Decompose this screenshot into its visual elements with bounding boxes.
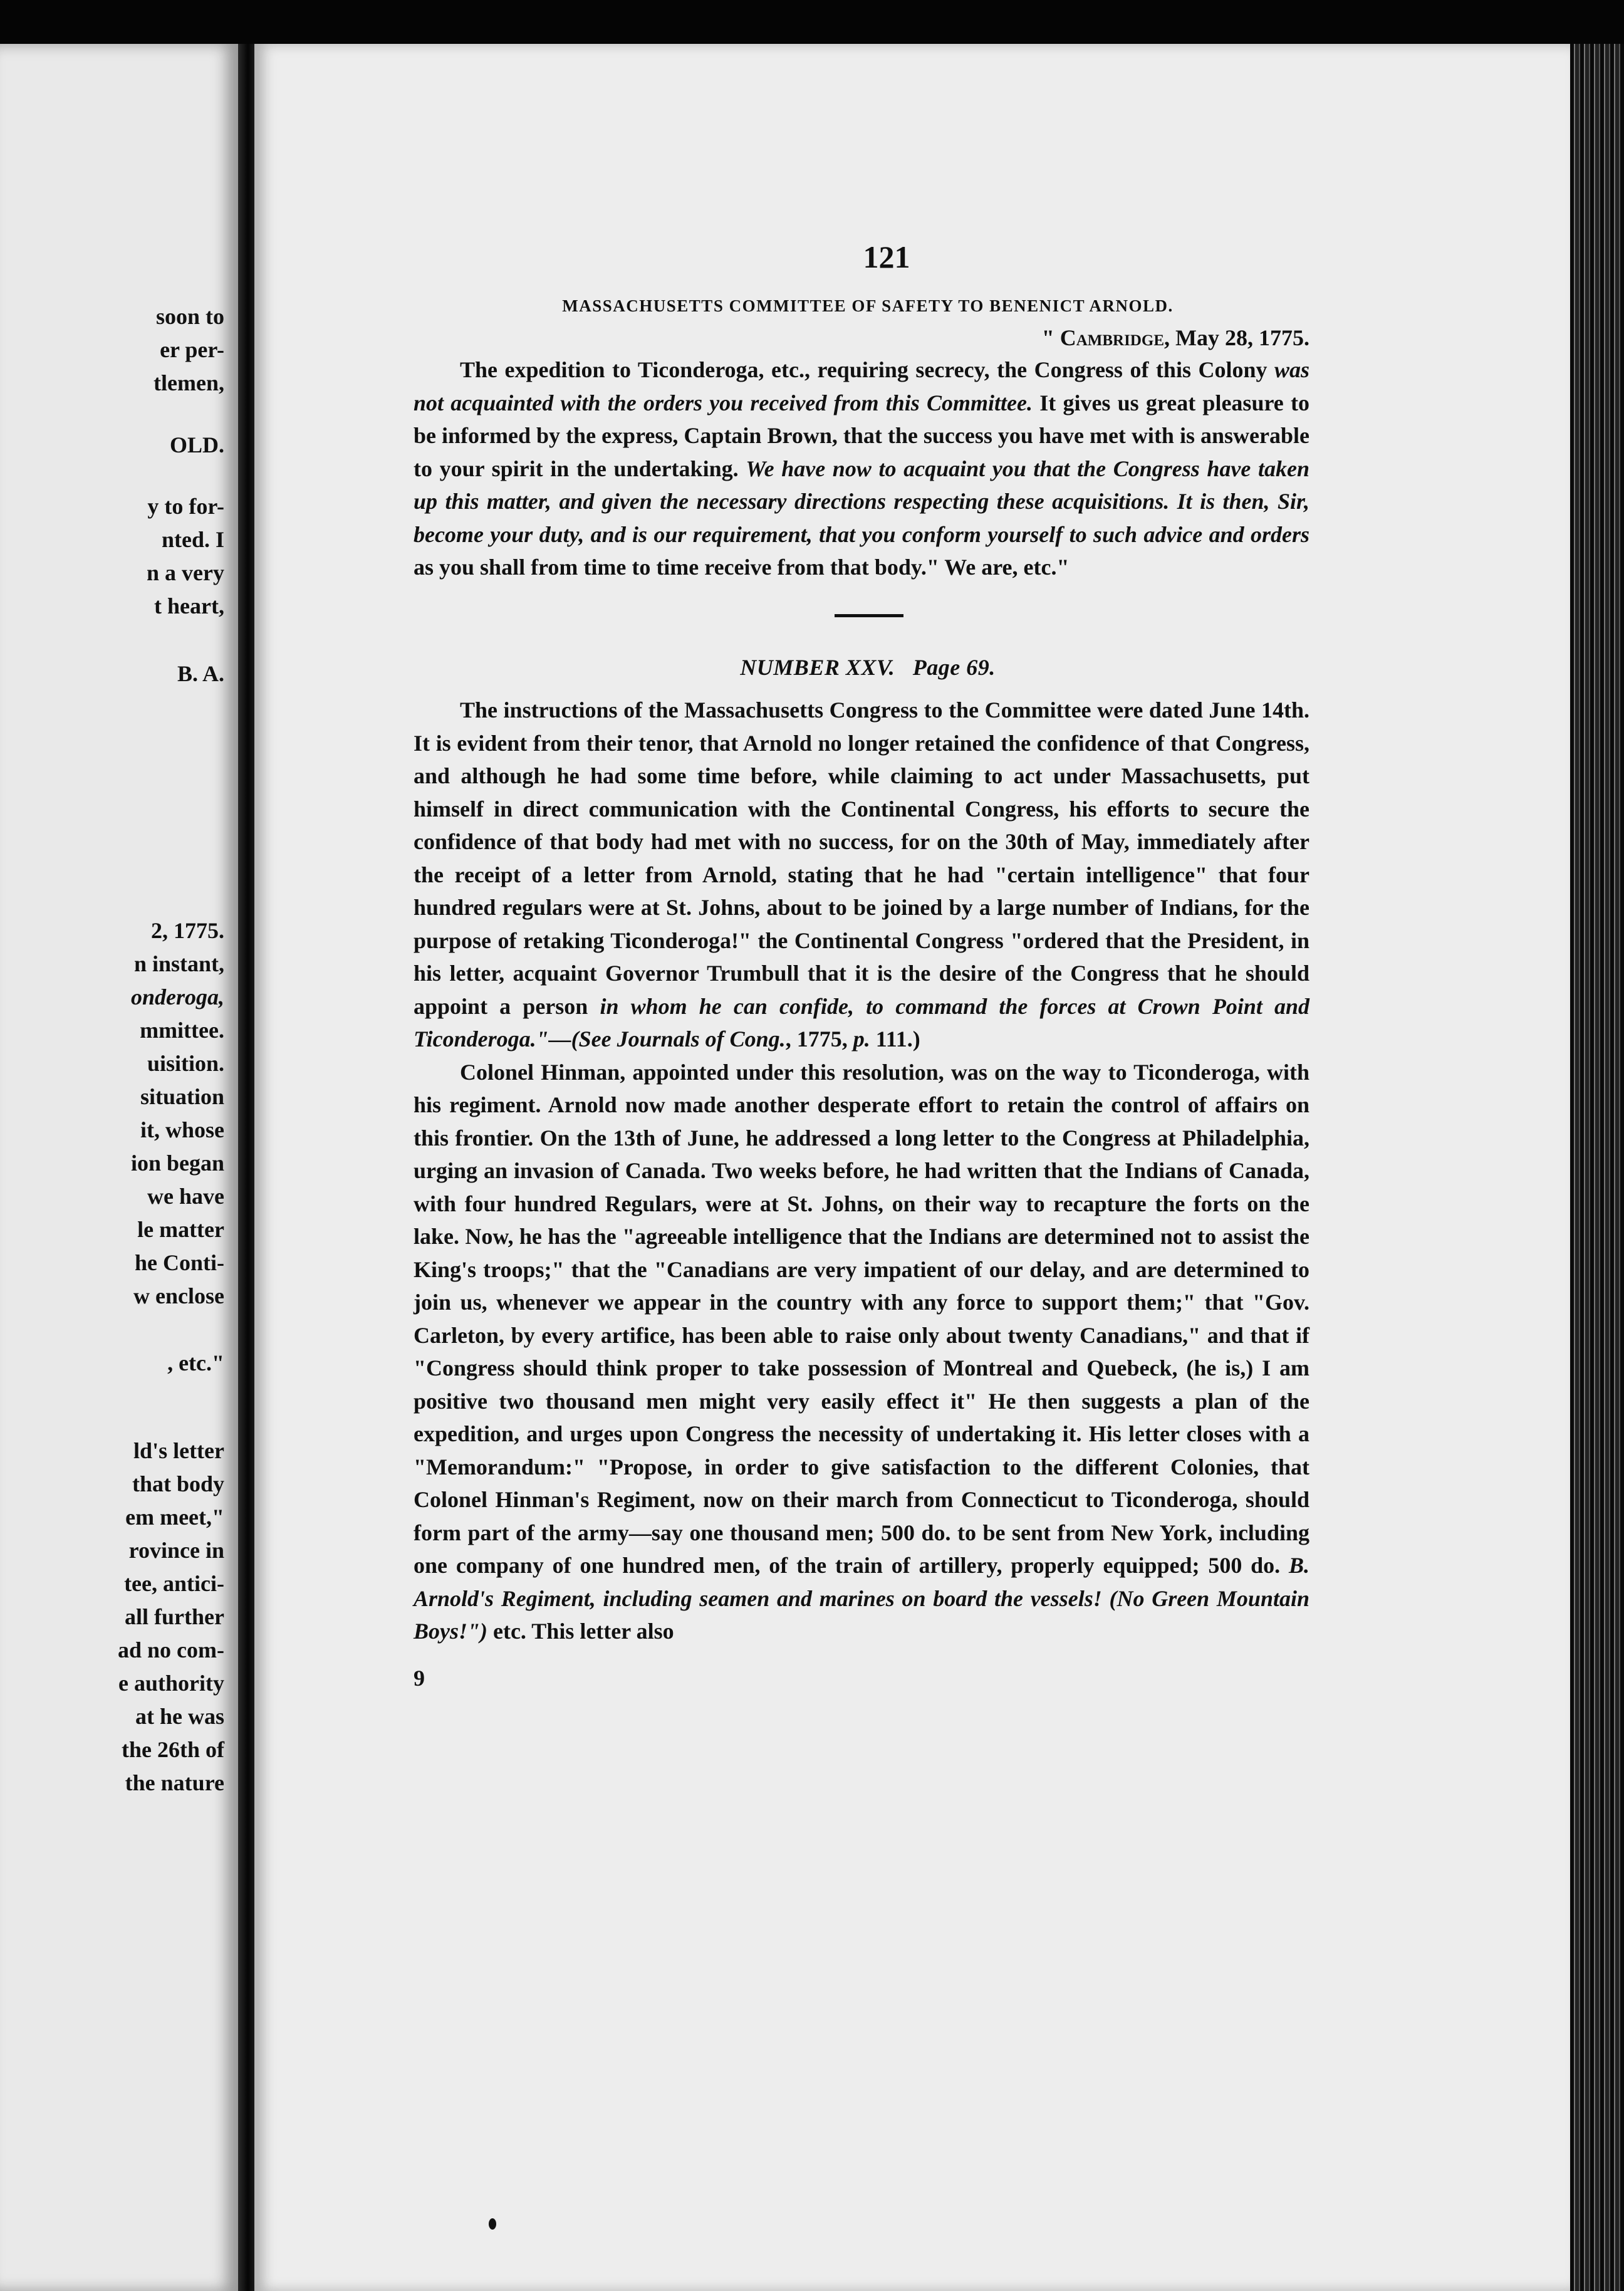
scan-top-border (0, 0, 1624, 44)
body-paragraph-1 (414, 694, 1309, 1056)
left-page-line: t heart, (154, 593, 224, 618)
left-page-line: le matter (137, 1217, 224, 1242)
left-page-line: OLD. (169, 432, 224, 457)
left-page-line: y to for- (147, 494, 224, 519)
left-page-line: ion began (130, 1151, 224, 1176)
left-page-line: 2, 1775. (151, 918, 224, 943)
left-page-line: situation (140, 1084, 224, 1109)
section-page-ref: Page 69. (912, 654, 996, 680)
left-page-line: all further (125, 1604, 224, 1629)
section-number: NUMBER XXV. (740, 654, 895, 680)
left-page-line: mmittee. (140, 1018, 224, 1043)
dateline-quote: " (1041, 325, 1060, 350)
body-paragraph-2 (414, 1056, 1309, 1648)
left-page-fragment (0, 44, 238, 2291)
letter-text: The expedition to Ticonderoga, etc., requiring secrecy, the Congress of this Colony (460, 357, 1274, 382)
left-page-line: er per- (160, 337, 224, 362)
left-page-line: we have (147, 1184, 224, 1209)
dateline-date: , May 28, 1775. (1164, 325, 1309, 350)
book-gutter (238, 44, 254, 2291)
left-page-line: soon to (155, 304, 224, 329)
page-number: 121 (863, 239, 910, 274)
letter-dateline (414, 322, 1309, 353)
letter-italic-text: We have now to acquaint you that the Congress have taken up this matter, and given the necessary directions respecting these acquisitions. It is then, Sir, become your duty, and is our requirement, that you conform yourself to such advice and orders (414, 456, 1310, 547)
left-page-line: n a very (147, 560, 224, 585)
dateline-place: Cambridge (1059, 325, 1165, 350)
letter-heading: MASSACHUSETTS COMMITTEE OF SAFETY TO BENENICT ARNOLD. (562, 296, 1174, 315)
letter-body (414, 353, 1309, 584)
letter-text: as you shall from time to time receive from that body." We are, etc." (414, 555, 1070, 580)
left-page-line: that body (132, 1471, 224, 1496)
left-page-line: , etc." (167, 1350, 224, 1375)
left-page-line: e authority (118, 1671, 224, 1696)
letter-text: It gives us great pleasure to be informed by the express, Captain Brown, that the success you have met with is answerable to your spirit in the undertaking. (414, 390, 1309, 481)
left-page-line: B. A. (177, 661, 224, 686)
left-page-line: tee, antici- (124, 1571, 224, 1596)
paragraph-text: The instructions of the Massachusetts Congress to the Committee were dated June 14th. It is evident from their tenor, that Arnold no longer retained the confidence of that Congress, and although he had some time before, while claiming to act under Massachusetts, put himself in direct communication with the Continental Congress, his efforts to secure the confidence of that body had met with no success, for on the 30th of May, immediately after the receipt of a letter from Arnold, stating that he had "certain intelligence" that four hundred regulars were at St. Johns, about to be joined by a large number of Indians, for the purpose of retaking Ticonderoga!" the Continental Congress "ordered that the President, in his letter, acquaint Governor Trumbull that it is the desire of the Congress that he should appoint a person (414, 697, 1309, 1019)
left-page-line: it, whose (140, 1117, 224, 1142)
paragraph-text: etc. This letter also (487, 1619, 674, 1644)
left-page-line: w enclose (133, 1283, 224, 1308)
signature-mark: 9 (414, 1665, 425, 1691)
left-page-line: em meet," (125, 1505, 224, 1530)
left-page-line: nted. I (161, 527, 224, 552)
left-page-line: onderoga, (130, 984, 224, 1010)
paragraph-text: , 1775, (785, 1026, 853, 1052)
left-page-line: he Conti- (135, 1250, 224, 1275)
section-divider (835, 614, 903, 617)
page-edge-stack (1570, 44, 1624, 2291)
ink-spot (489, 2218, 496, 2230)
paragraph-text: Colonel Hinman, appointed under this resolution, was on the way to Ticonderoga, with his regiment. Arnold now made another desperate effort to retain the control of affairs on this frontier. On the 13th of June, he addressed a long letter to the Congress at Philadelphia, urging an invasion of Canada. Two weeks before, he had written that the Indians of Canada, with four hundred Regulars, were at St. Johns, on their way to recapture the forts on the lake. Now, he has the "agreeable intelligence that the Indians are determined not to assist the King's troops;" that the "Canadians are very impatient of our delay, and are determined to join us, whenever we appear in the country with any force to support them;" that "Gov. Carleton, by every artifice, has been able to raise only about twenty Canadians," and that if "Congress should think proper to take possession of Montreal and Quebeck, (he is,) I am positive two thousand men might very easily effect it" He then suggests a plan of the expedition, and urges upon Congress the necessity of undertaking it. His letter closes with a "Memorandum:" "Propose, in order to give satisfaction to the different Colonies, that Colonel Hinman's Regiment, now on their march from Connecticut to Ticonderoga, should form part of the army—say one thousand men; 500 do. to be sent from New York, including one company of one hundred men, of the train of artillery, properly equipped; 500 do. (414, 1059, 1309, 1578)
left-page-line: rovince in (128, 1538, 224, 1563)
left-page-line: ad no com- (118, 1637, 224, 1662)
paragraph-italic-text: in whom he can confide, to command the forces at Crown Point and Ticonderoga."—(See Journals of Cong. (414, 993, 1309, 1052)
paragraph-italic-text: p. (853, 1026, 870, 1052)
left-page-line: uisition. (147, 1051, 224, 1076)
letter-italic-text: was not acquainted with the orders you received from this Committee. (414, 357, 1309, 415)
left-page-line: n instant, (133, 951, 224, 976)
left-page-line: ld's letter (133, 1438, 224, 1463)
left-page-line: at he was (135, 1704, 224, 1729)
left-page-line: tlemen, (154, 370, 224, 395)
paragraph-italic-text: B. Arnold's Regiment, including seamen and marines on board the vessels! (No Green Mountain Boys!") (414, 1553, 1309, 1644)
left-page-line: the 26th of (122, 1737, 224, 1762)
paragraph-text: 111.) (870, 1026, 920, 1052)
page-content (414, 238, 1309, 1694)
section-heading (414, 651, 1309, 684)
left-page-line: the nature (125, 1770, 224, 1795)
